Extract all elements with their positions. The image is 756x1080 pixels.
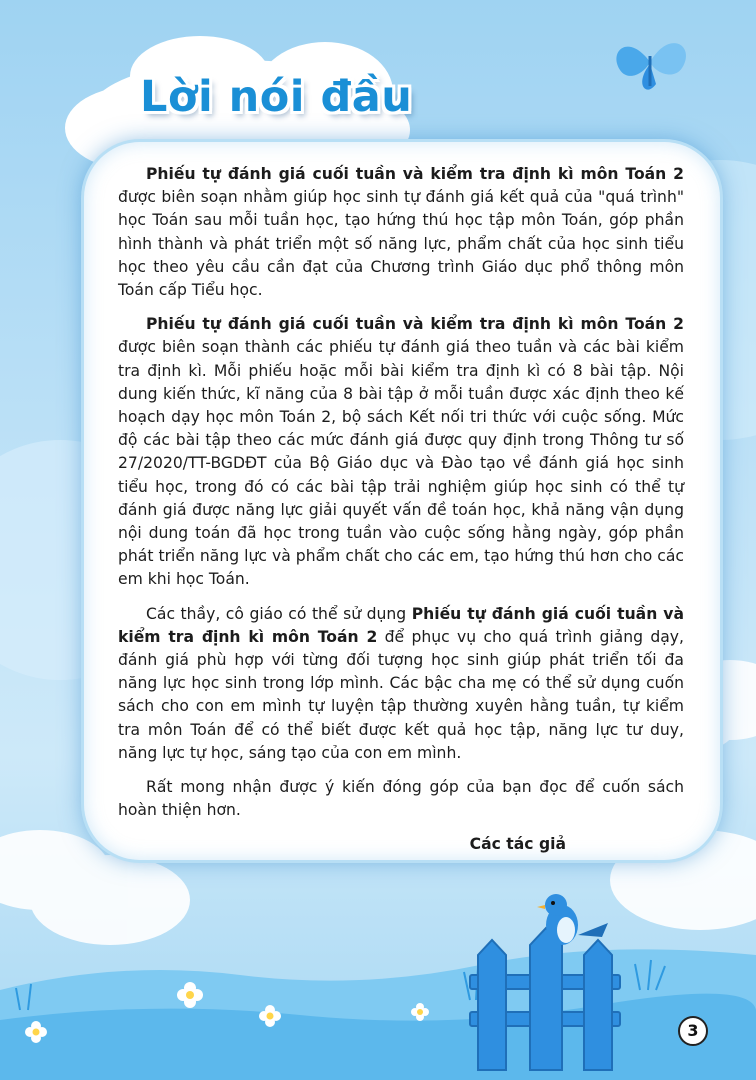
- page-title: Lời nói đầu: [140, 72, 413, 122]
- butterfly-icon: [616, 43, 686, 90]
- book-title: Phiếu tự đánh giá cuối tuần và kiểm tra định kì môn Toán 2: [146, 315, 684, 334]
- author-signature: Các tác giả: [469, 835, 566, 854]
- paragraph-text: để phục vụ cho quá trình giảng dạy, đánh giá phù hợp với từng đối tượng học sinh giúp phát triển tối đa năng lực học sinh trong lớp mình. Các bậc cha mẹ có thể sử dụng cuốn sách cho con em mình tự luyện tập thường xuyên hằng tuần, tự kiểm tra môn Toán để có thể biết được kết quả học tập, năng lực tư duy, năng lực tự học, sáng tạo của con em mình.: [118, 627, 684, 762]
- book-title: Phiếu tự đánh giá cuối tuần và kiểm tra định kì môn Toán 2: [146, 165, 684, 183]
- paragraph-text: Rất mong nhận được ý kiến đóng góp của bạn đọc để cuốn sách hoàn thiện hơn.: [118, 778, 684, 820]
- paragraph: [118, 603, 684, 765]
- paragraph: [118, 163, 684, 302]
- page-number: 3: [678, 1016, 708, 1046]
- fence-icon: [470, 928, 620, 1070]
- body-text: [118, 163, 684, 868]
- paragraph-text: Các thầy, cô giáo có thể sử dụng: [146, 604, 412, 623]
- paragraph: [118, 776, 684, 822]
- paragraph-text: được biên soạn thành các phiếu tự đánh giá theo tuần và các bài kiểm tra định kì. Mỗi phiếu hoặc mỗi bài kiểm tra định kì có 8 bài tập. Nội dung kiến thức, kĩ năng của 8 bài tập ở mỗi tuần được xác định theo kế hoạch dạy học môn Toán 2, bộ sách Kết nối tri thức với cuộc sống. Mức độ các bài tập theo các mức đánh giá được quy định trong Thông tư số 27/2020/TT-BGDĐT của Bộ Giáo dục và Đào tạo về đánh giá học sinh tiểu học, trong đó có các bài tập trải nghiệm giúp học sinh có thể tự đánh giá được năng lực giải quyết vấn đề toán học, khả năng vận dụng nội dung toán đã học trong tuần vào cuộc sống hằng ngày, góp phần phát triển năng lực và phẩm chất cho các em, tạo hứng thú hơn cho các em khi học Toán.: [118, 338, 684, 589]
- paragraph-text: được biên soạn nhằm giúp học sinh tự đánh giá kết quả của "quá trình" học Toán sau mỗi tuần học, tạo hứng thú học tập môn Toán, góp phần hình thành và phát triển một số năng lực, phẩm chất của học sinh tiểu học theo yêu cầu cần đạt của Chương trình Giáo dục phổ thông môn Toán cấp Tiểu học.: [118, 188, 684, 300]
- paragraph: [118, 313, 684, 591]
- book-title: Phiếu tự đánh giá cuối tuần và kiểm tra định kì môn Toán 2: [118, 604, 684, 646]
